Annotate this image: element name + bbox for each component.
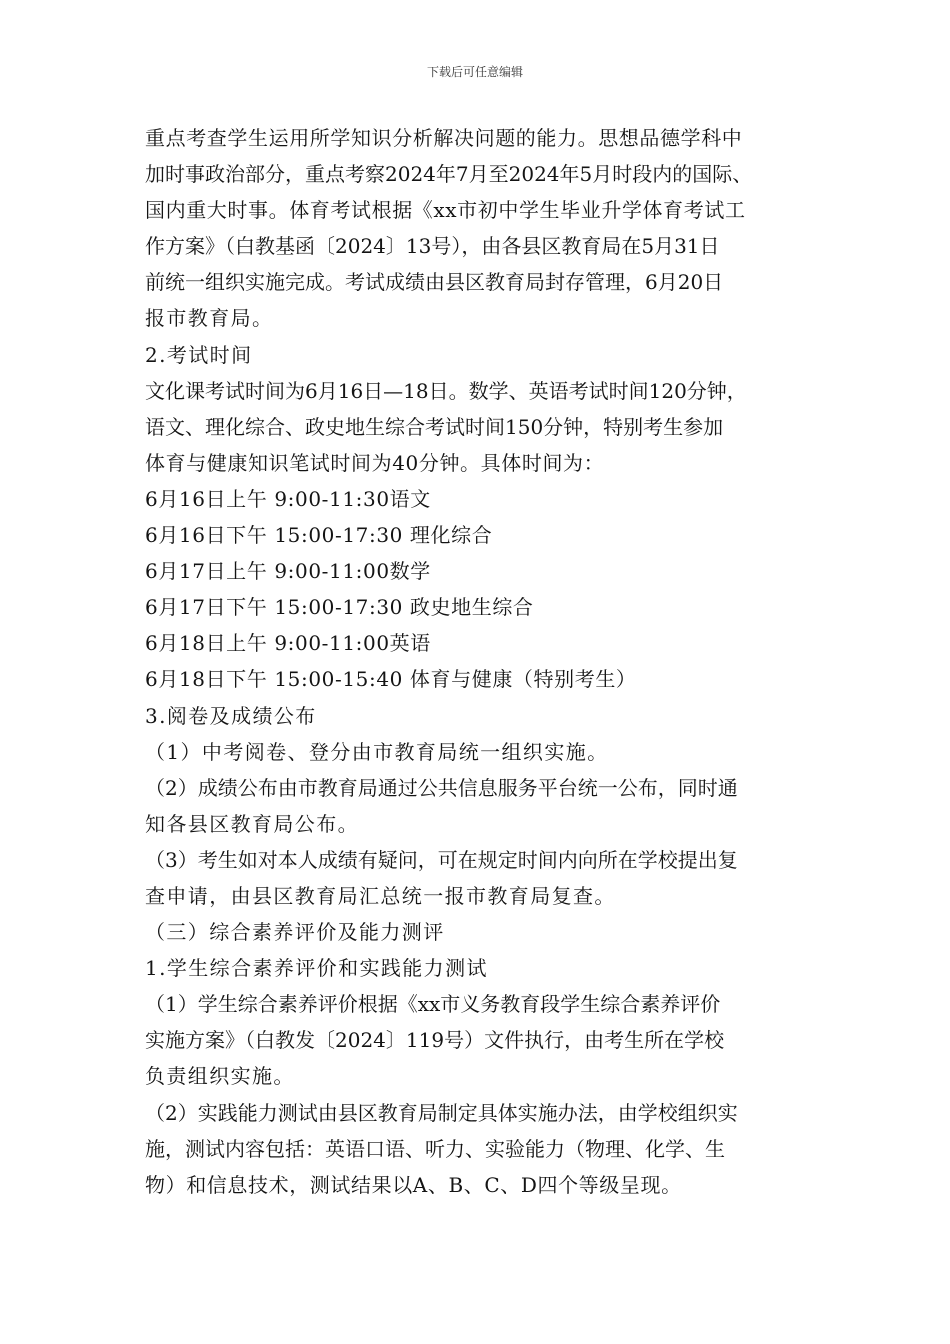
paragraph-line: 重点考查学生运用所学知识分析解决问题的能力。思想品德学科中 xyxy=(145,126,743,150)
schedule-line: 6月17日上午 9:00-11:00数学 xyxy=(145,559,431,584)
section-heading: 2.考试时间 xyxy=(145,342,253,367)
schedule-line: 6月16日上午 9:00-11:30语文 xyxy=(145,486,431,511)
section-heading: 3.阅卷及成绩公布 xyxy=(145,703,317,728)
paragraph-line: 作方案》（白教基函〔2024〕13号），由各县区教育局在5月31日 xyxy=(145,234,720,259)
paragraph-line: 施，测试内容包括：英语口语、听力、实验能力（物理、化学、生 xyxy=(145,1136,725,1161)
paragraph-line: 物）和信息技术，测试结果以A、B、C、D四个等级呈现。 xyxy=(145,1172,682,1197)
page-header: 下载后可任意编辑 xyxy=(426,65,523,79)
paragraph-line: （2）实践能力测试由县区教育局制定具体实施办法，由学校组织实 xyxy=(145,1100,738,1125)
paragraph-line: 加时事政治部分，重点考察2024年7月至2024年5月时段内的国际、 xyxy=(145,162,753,187)
paragraph-line: 体育与健康知识笔试时间为40分钟。具体时间为： xyxy=(145,450,605,475)
paragraph-line: （1）中考阅卷、登分由市教育局统一组织实施。 xyxy=(145,739,609,764)
paragraph-line: 实施方案》（白教发〔2024〕119号）文件执行，由考生所在学校 xyxy=(145,1028,725,1053)
schedule-line: 6月17日下午 15:00-17:30 政史地生综合 xyxy=(145,595,534,620)
paragraph-line: 查申请，由县区教育局汇总统一报市教育局复查。 xyxy=(145,883,616,908)
document-body xyxy=(145,120,815,1203)
section-heading: （三）综合素养评价及能力测评 xyxy=(145,920,445,945)
paragraph-line: （2）成绩公布由市教育局通过公共信息服务平台统一公布，同时通 xyxy=(145,775,738,800)
schedule-line: 6月16日下午 15:00-17:30 理化综合 xyxy=(145,523,493,548)
paragraph-line: 语文、理化综合、政史地生综合考试时间150分钟，特别考生参加 xyxy=(145,414,724,439)
paragraph-line: 负责组织实施。 xyxy=(145,1064,295,1089)
paragraph-line: 文化课考试时间为6月16日—18日。数学、英语考试时间120分钟， xyxy=(145,378,747,403)
paragraph-line: 报市教育局。 xyxy=(145,306,274,331)
paragraph-line: 前统一组织实施完成。考试成绩由县区教育局封存管理，6月20日 xyxy=(145,270,724,295)
section-heading: 1.学生综合素养评价和实践能力测试 xyxy=(145,956,488,981)
schedule-line: 6月18日上午 9:00-11:00英语 xyxy=(145,631,431,656)
paragraph-line: （1）学生综合素养评价根据《xx市义务教育段学生综合素养评价 xyxy=(145,992,721,1017)
paragraph-line: 知各县区教育局公布。 xyxy=(145,811,359,836)
schedule-line: 6月18日下午 15:00-15:40 体育与健康（特别考生） xyxy=(145,667,637,692)
paragraph-line: （3）考生如对本人成绩有疑问，可在规定时间内向所在学校提出复 xyxy=(145,847,738,872)
paragraph-line: 国内重大时事。体育考试根据《xx市初中学生毕业升学体育考试工 xyxy=(145,198,746,223)
